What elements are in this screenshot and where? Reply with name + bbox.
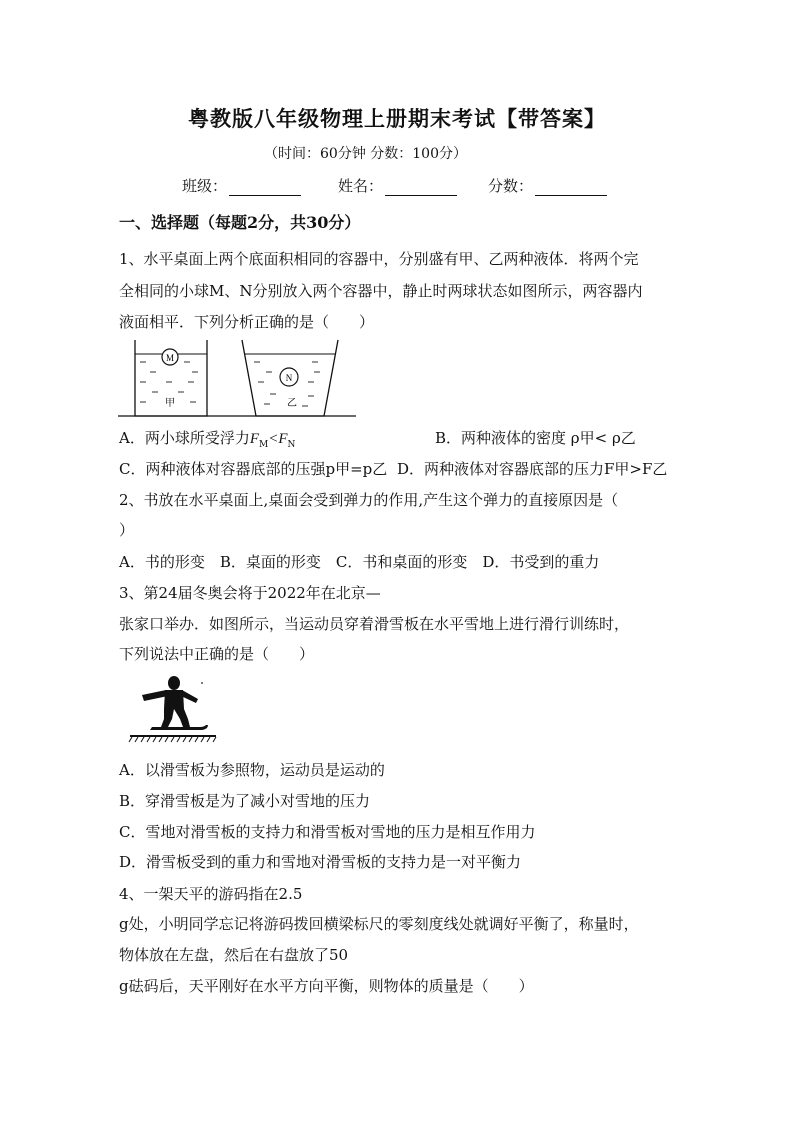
q1-option-d[interactable]: D．两种液体对容器底部的压力F甲>F乙 bbox=[397, 460, 668, 478]
score-field bbox=[488, 175, 607, 196]
name-label: 姓名： bbox=[338, 177, 384, 195]
name-blank bbox=[385, 181, 457, 196]
q2-stem-line: ） bbox=[119, 521, 135, 539]
q2-options[interactable]: A．书的形变 B．桌面的形变 C．书和桌面的形变 D．书受到的重力 bbox=[119, 553, 600, 571]
q1-option-a-math: F bbox=[249, 431, 260, 447]
q4-stem-line: 4、一架天平的游码指在2.5 bbox=[119, 885, 303, 903]
class-field bbox=[182, 175, 301, 196]
ball-n-label: N bbox=[285, 373, 293, 383]
q1-stem-line: 全相同的小球M、N分别放入两个容器中，静止时两球状态如图所示，两容器内 bbox=[119, 282, 643, 300]
q1-option-b[interactable]: B．两种液体的密度 ρ甲< ρ乙 bbox=[435, 429, 636, 447]
q1-option-a[interactable] bbox=[119, 427, 295, 450]
snowboarder-figure bbox=[128, 673, 218, 745]
section-heading: 一、选择题（每题2分，共30分） bbox=[119, 213, 361, 232]
q4-stem-line: 物体放在左盘，然后在右盘放了50 bbox=[119, 946, 349, 964]
q1-option-a-text: A．两小球所受浮力 bbox=[119, 429, 250, 447]
score-label: 分数： bbox=[488, 177, 534, 195]
q3-stem-line: 下列说法中正确的是（ ） bbox=[119, 645, 315, 663]
q4-stem-line: g砝码后，天平刚好在水平方向平衡，则物体的质量是（ ） bbox=[119, 977, 534, 995]
q3-option-d[interactable]: D．滑雪板受到的重力和雪地对滑雪板的支持力是一对平衡力 bbox=[119, 853, 522, 871]
q1-option-a-rel: <F bbox=[268, 431, 288, 447]
score-blank bbox=[535, 181, 607, 196]
container-right-label: 乙 bbox=[287, 398, 297, 409]
q1-option-a-sub: N bbox=[287, 440, 296, 450]
q3-option-a[interactable]: A．以滑雪板为参照物，运动员是运动的 bbox=[119, 761, 385, 779]
q3-stem-line: 张家口举办．如图所示，当运动员穿着滑雪板在水平雪地上进行滑行训练时， bbox=[119, 615, 630, 633]
class-blank bbox=[229, 181, 301, 196]
q3-option-c[interactable]: C．雪地对滑雪板的支持力和滑雪板对雪地的压力是相互作用力 bbox=[119, 823, 536, 841]
container-left-label: 甲 bbox=[165, 398, 175, 409]
page-title: 粤教版八年级物理上册期末考试【带答案】 bbox=[188, 106, 606, 131]
name-field bbox=[338, 175, 457, 196]
q3-stem-line: 3、第24届冬奥会将于2022年在北京— bbox=[119, 584, 381, 602]
q1-stem-line: 液面相平．下列分析正确的是（ ） bbox=[119, 313, 375, 331]
q2-stem-line: 2、书放在水平桌面上,桌面会受到弹力的作用,产生这个弹力的直接原因是（ bbox=[119, 491, 619, 509]
q4-stem-line: g处，小明同学忘记将游码拨回横梁标尺的零刻度线处就调好平衡了，称量时， bbox=[119, 915, 639, 933]
q1-option-a-sub: M bbox=[259, 440, 269, 450]
ball-m-label: M bbox=[165, 353, 175, 363]
q1-option-c[interactable]: C．两种液体对容器底部的压强p甲=p乙 bbox=[119, 460, 388, 478]
q3-option-b[interactable]: B．穿滑雪板是为了减小对雪地的压力 bbox=[119, 792, 371, 810]
q1-stem-line: 1、水平桌面上两个底面积相同的容器中，分别盛有甲、乙两种液体．将两个完 bbox=[119, 250, 639, 268]
class-label: 班级： bbox=[182, 177, 228, 195]
q1-containers-figure bbox=[118, 336, 358, 422]
exam-subtitle: （时间：60分钟 分数：100分） bbox=[264, 146, 467, 162]
